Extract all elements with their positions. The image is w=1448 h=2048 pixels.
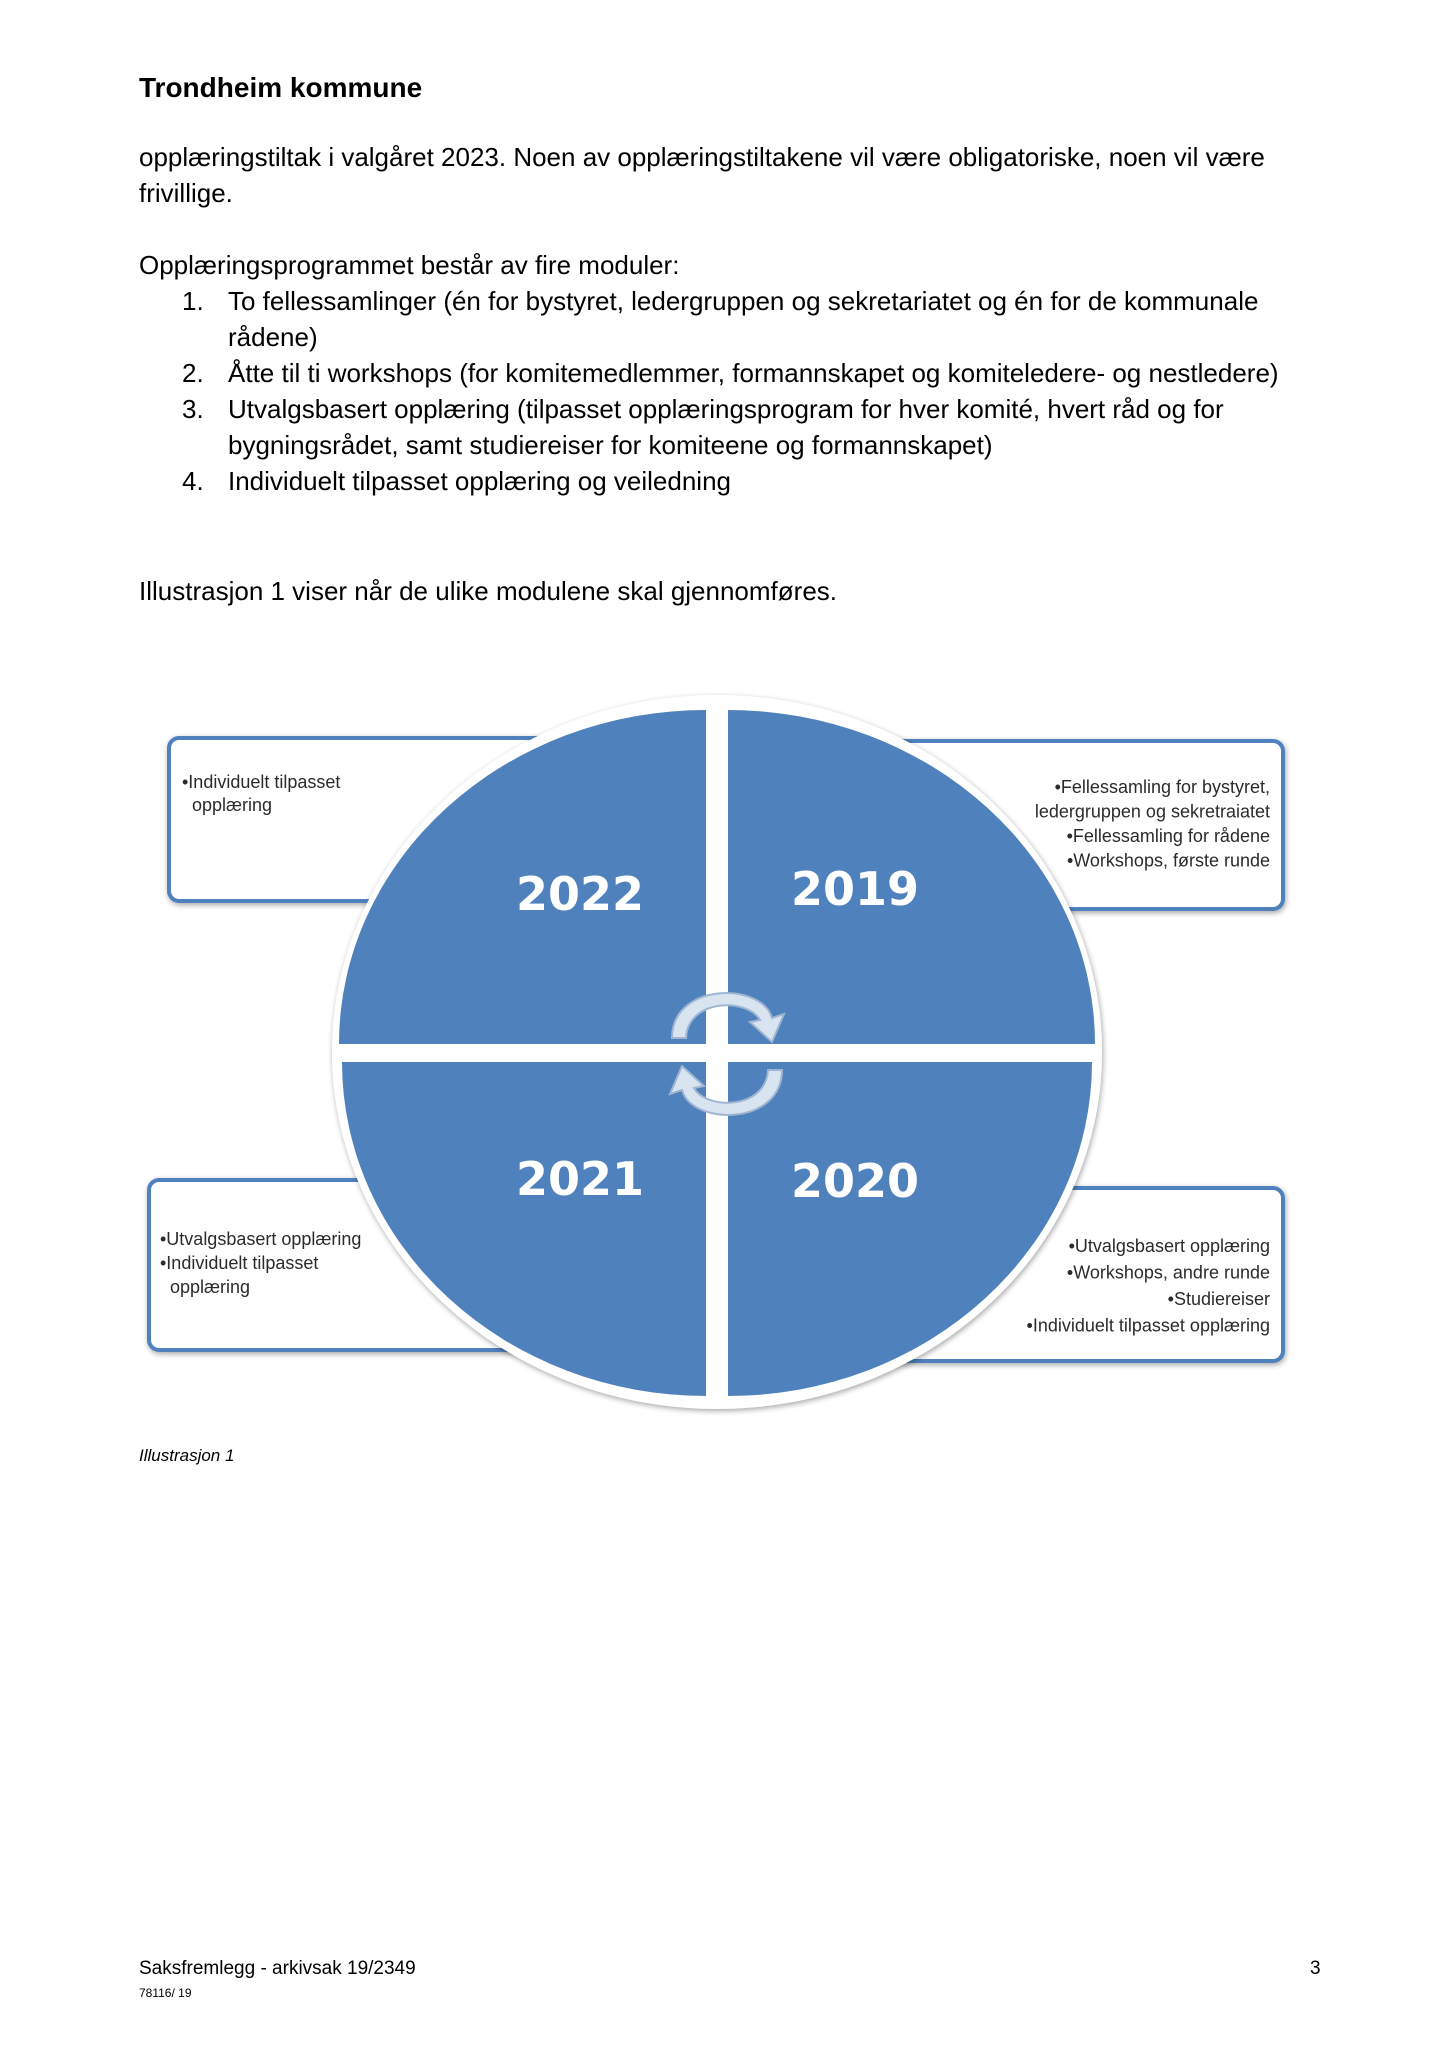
module-item xyxy=(139,463,1329,499)
page-header: Trondheim kommune xyxy=(139,72,423,103)
box-bullet-line: •Studiereiser xyxy=(1167,1289,1270,1309)
module-item xyxy=(139,283,1329,355)
module-number: 4. xyxy=(182,466,204,496)
module-text: Åtte til ti workshops (for komitemedlemmer, formannskapet og komiteledere- og nestledere) xyxy=(228,358,1279,388)
module-text: Individuelt tilpasset opplæring og veiledning xyxy=(228,466,731,496)
program-lead: Opplæringsprogrammet består av fire moduler: xyxy=(139,250,680,280)
box-bullet-line: •Fellessamling for rådene xyxy=(1066,826,1270,846)
box-bullet-line: •Utvalgsbasert opplæring xyxy=(1068,1236,1270,1256)
figure-caption: Illustrasjon 1 xyxy=(139,1446,235,1465)
module-number: 1. xyxy=(182,286,204,316)
intro-paragraph: opplæringstiltak i valgåret 2023. Noen av opplæringstiltakene vil være obligatoriske, noen vil være frivillige. xyxy=(139,142,1265,208)
box-bullet-line: opplæring xyxy=(192,795,273,815)
box-bullet-line: •Workshops, første runde xyxy=(1066,850,1270,871)
box-bullet-line: •Workshops, andre runde xyxy=(1066,1262,1270,1283)
module-text: To fellessamlinger (én for bystyret, ledergruppen og sekretariatet og én for de kommunale rådene) xyxy=(228,286,1259,352)
module-number: 2. xyxy=(182,358,204,388)
module-number: 3. xyxy=(182,394,204,424)
footer-reference: 78116/ 19 xyxy=(139,1986,192,2000)
module-text: Utvalgsbasert opplæring (tilpasset opplæringsprogram for hver komité, hvert råd og for bygningsrådet, samt studiereiser for komiteene og formannskapet) xyxy=(228,394,1224,460)
box-bullet-line: opplæring xyxy=(170,1277,251,1297)
box-bullet-line: •Individuelt tilpasset opplæring xyxy=(1026,1315,1270,1336)
year-label-2020: 2020 xyxy=(790,1154,920,1208)
box-bullet-line: •Individuelt tilpasset xyxy=(182,772,341,792)
year-label-2019: 2019 xyxy=(790,862,920,916)
box-bullet-line: ledergruppen og sekretraiatet xyxy=(1034,801,1270,822)
box-bullet-line: •Fellessamling for bystyret, xyxy=(1054,777,1270,797)
module-list xyxy=(139,283,1329,499)
year-label-2021: 2021 xyxy=(515,1152,645,1206)
box-bullet-line: •Individuelt tilpasset xyxy=(160,1253,319,1273)
year-label-2022: 2022 xyxy=(515,867,645,921)
footer-title: Saksfremlegg - arkivsak 19/2349 xyxy=(139,1958,416,1979)
module-item xyxy=(139,355,1329,391)
box-bullet-line: •Utvalgsbasert opplæring xyxy=(160,1229,362,1249)
page-number: 3 xyxy=(1310,1958,1321,1979)
diagram-rim xyxy=(332,695,1102,1409)
module-item xyxy=(139,391,1329,463)
illustration-reference: Illustrasjon 1 viser når de ulike modulene skal gjennomføres. xyxy=(139,576,838,606)
